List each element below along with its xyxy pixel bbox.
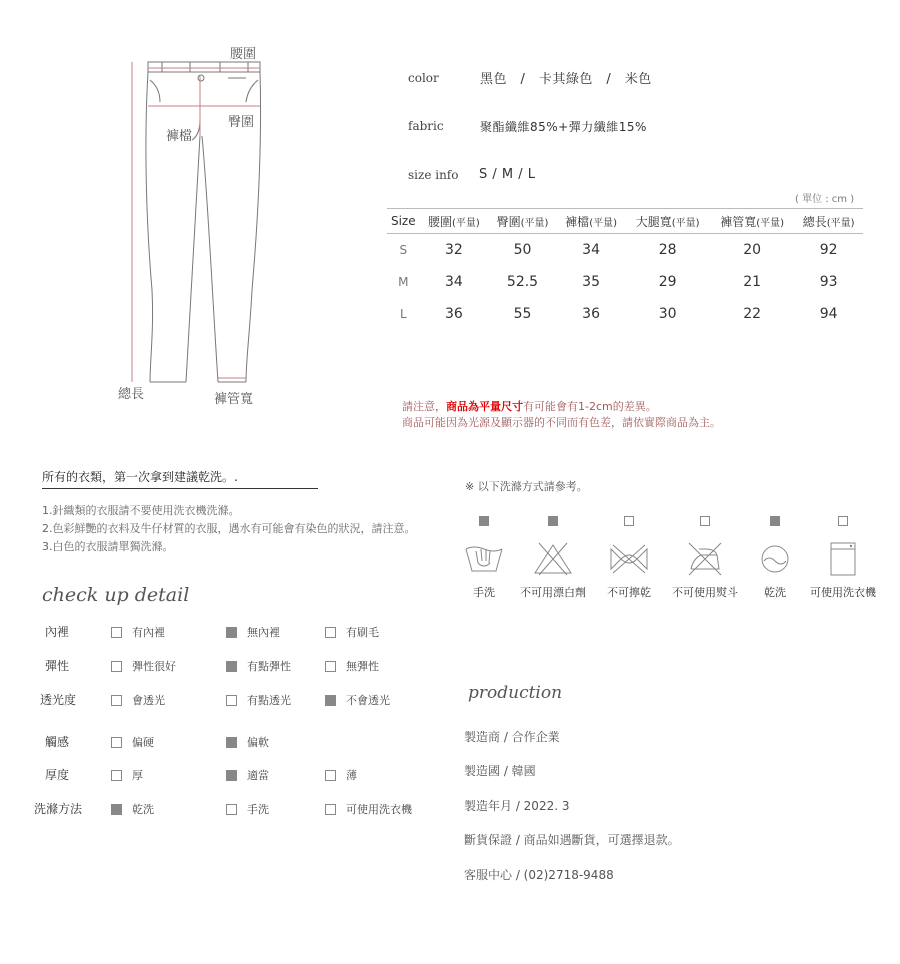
table-row: [387, 234, 863, 267]
size-note-highlight: 商品為平量尺寸: [446, 400, 523, 413]
table-cell: L: [399, 307, 407, 321]
table-cell: 92: [819, 242, 838, 258]
header-size: Size: [387, 209, 420, 234]
detail-option-label: 偏硬: [132, 736, 154, 749]
unchecked-box-icon: [624, 516, 634, 526]
table-cell: 55: [513, 306, 532, 322]
wash-label: 手洗: [473, 586, 495, 599]
wash-label: 不可擰乾: [607, 586, 651, 599]
washing-machine-icon: [823, 541, 863, 577]
detail-option: [226, 658, 291, 674]
size-table-header: [387, 209, 863, 234]
unchecked-box-icon: [838, 516, 848, 526]
unchecked-box-icon: [226, 695, 237, 706]
table-cell: 32: [444, 242, 463, 258]
table-cell: 52.5: [506, 274, 539, 290]
size-table: [387, 208, 863, 330]
detail-option: [325, 767, 357, 783]
unchecked-box-icon: [325, 804, 336, 815]
production-title: production: [468, 683, 563, 703]
detail-option-label: 無彈性: [346, 660, 379, 673]
table-cell: S: [399, 243, 408, 257]
pants-diagram: [100, 40, 300, 420]
checked-box-icon: [226, 770, 237, 781]
table-row: [387, 266, 863, 298]
hem-label: 褲管寬: [214, 392, 254, 407]
detail-option-label: 手洗: [247, 803, 269, 816]
detail-row-label: 觸感: [45, 735, 70, 749]
detail-option-label: 厚: [132, 769, 143, 782]
detail-option: [226, 801, 269, 817]
table-row: [387, 298, 863, 330]
detail-option: [325, 624, 379, 640]
detail-option-label: 有內裡: [132, 626, 165, 639]
detail-option-label: 有點透光: [247, 694, 291, 707]
table-cell: 30: [658, 306, 677, 322]
color-value: 黑色 / 卡其綠色 / 米色: [480, 72, 652, 87]
table-cell: 94: [819, 306, 838, 322]
table-cell: 36: [582, 306, 600, 322]
detail-option: [226, 767, 269, 783]
dry-clean-icon: [755, 541, 795, 577]
unchecked-box-icon: [226, 804, 237, 815]
detail-option: [325, 801, 412, 817]
detail-option-label: 有刷毛: [346, 626, 379, 639]
detail-option: [111, 734, 154, 750]
table-cell: 34: [582, 242, 600, 258]
detail-option: [111, 692, 165, 708]
wash-label: 不可使用熨斗: [672, 586, 738, 599]
no-wring-icon: [609, 541, 649, 577]
detail-option: [111, 658, 176, 674]
detail-row-label: 內裡: [45, 625, 70, 639]
hand-wash-icon: [464, 541, 504, 577]
size-info-key: size info: [408, 168, 459, 182]
table-cell: 36: [444, 306, 463, 322]
table-cell: 35: [582, 274, 600, 290]
no-iron-icon: [685, 541, 725, 577]
unchecked-box-icon: [111, 770, 122, 781]
detail-row-label: 洗滌方法: [34, 802, 83, 816]
unchecked-box-icon: [325, 661, 336, 672]
fabric-key: fabric: [408, 119, 444, 133]
header-thigh: 大腿寬(平量): [625, 209, 709, 234]
detail-option-label: 偏軟: [247, 736, 269, 749]
header-waist: 腰圍(平量): [420, 209, 489, 234]
no-bleach-icon: [533, 541, 573, 577]
unit-label: ( 單位 : cm ): [795, 194, 855, 205]
table-cell: 22: [743, 306, 762, 322]
table-cell: 50: [513, 242, 532, 258]
detail-row-label: 透光度: [40, 693, 77, 707]
detail-option: [111, 801, 154, 817]
waist-label: 腰圍: [230, 47, 257, 62]
wash-label: 可使用洗衣機: [810, 586, 876, 599]
unchecked-box-icon: [325, 770, 336, 781]
care-line: 1.針織類的衣服請不要使用洗衣機洗滌。: [42, 504, 240, 517]
header-hip: 臀圍(平量): [488, 209, 557, 234]
rise-label: 褲檔: [166, 129, 193, 144]
detail-option: [226, 624, 280, 640]
fabric-value: 聚酯纖維85%+彈力纖維15%: [480, 120, 647, 134]
unchecked-box-icon: [111, 737, 122, 748]
care-title: 所有的衣類，第一次拿到建議乾洗。.: [42, 468, 318, 489]
detail-option: [325, 692, 390, 708]
unchecked-box-icon: [111, 661, 122, 672]
production-line: 客服中心 / (02)2718-9488: [464, 868, 614, 882]
detail-option-label: 薄: [346, 769, 357, 782]
checked-box-icon: [479, 516, 489, 526]
unchecked-box-icon: [700, 516, 710, 526]
detail-option-label: 可使用洗衣機: [346, 803, 412, 816]
care-line: 2.色彩鮮艷的衣料及牛仔材質的衣服，遇水有可能會有染色的狀況，請注意。: [42, 522, 416, 535]
table-cell: 93: [819, 274, 838, 290]
production-line: 製造商 / 合作企業: [464, 730, 560, 744]
detail-title: check up detail: [42, 584, 190, 606]
detail-option: [111, 767, 143, 783]
care-line: 3.白色的衣服請單獨洗滌。: [42, 540, 174, 553]
table-cell: 21: [743, 274, 762, 290]
production-line: 製造國 / 韓國: [464, 764, 536, 778]
detail-option: [111, 624, 165, 640]
checked-box-icon: [226, 627, 237, 638]
unchecked-box-icon: [111, 627, 122, 638]
checked-box-icon: [548, 516, 558, 526]
size-info-value: S / M / L: [479, 167, 536, 182]
checked-box-icon: [226, 661, 237, 672]
checked-box-icon: [770, 516, 780, 526]
header-rise: 褲檔(平量): [557, 209, 626, 234]
header-hem: 褲管寬(平量): [710, 209, 794, 234]
hip-label: 臀圍: [228, 115, 255, 130]
wash-label: 不可用漂白劑: [520, 586, 586, 599]
wash-label: 乾洗: [764, 586, 786, 599]
table-cell: M: [398, 275, 409, 289]
checked-box-icon: [325, 695, 336, 706]
checked-box-icon: [111, 804, 122, 815]
production-line: 製造年月 / 2022. 3: [464, 799, 570, 813]
detail-option-label: 會透光: [132, 694, 165, 707]
length-label: 總長: [118, 387, 145, 402]
unchecked-box-icon: [111, 695, 122, 706]
detail-option: [325, 658, 379, 674]
detail-option: [226, 692, 291, 708]
detail-option-label: 適當: [247, 769, 269, 782]
checked-box-icon: [226, 737, 237, 748]
production-line: 斷貨保證 / 商品如遇斷貨，可選擇退款。: [464, 833, 680, 847]
detail-option-label: 彈性很好: [132, 660, 176, 673]
table-cell: 28: [658, 242, 677, 258]
detail-row-label: 彈性: [45, 659, 70, 673]
detail-option-label: 不會透光: [346, 694, 390, 707]
header-length: 總長(平量): [794, 209, 863, 234]
table-cell: 34: [444, 274, 463, 290]
color-key: color: [408, 71, 439, 85]
wash-note: ※ 以下洗滌方式請參考。: [465, 480, 588, 493]
table-cell: 20: [743, 242, 762, 258]
table-cell: 29: [658, 274, 677, 290]
detail-option-label: 乾洗: [132, 803, 154, 816]
detail-option-label: 有點彈性: [247, 660, 291, 673]
color-note: 商品可能因為光源及顯示器的不同而有色差，請依實際商品為主。: [402, 416, 721, 429]
detail-option-label: 無內裡: [247, 626, 280, 639]
unchecked-box-icon: [325, 627, 336, 638]
size-note: 請注意，商品為平量尺寸有可能會有1-2cm的差異。: [402, 400, 657, 413]
detail-option: [226, 734, 269, 750]
detail-row-label: 厚度: [45, 768, 70, 782]
